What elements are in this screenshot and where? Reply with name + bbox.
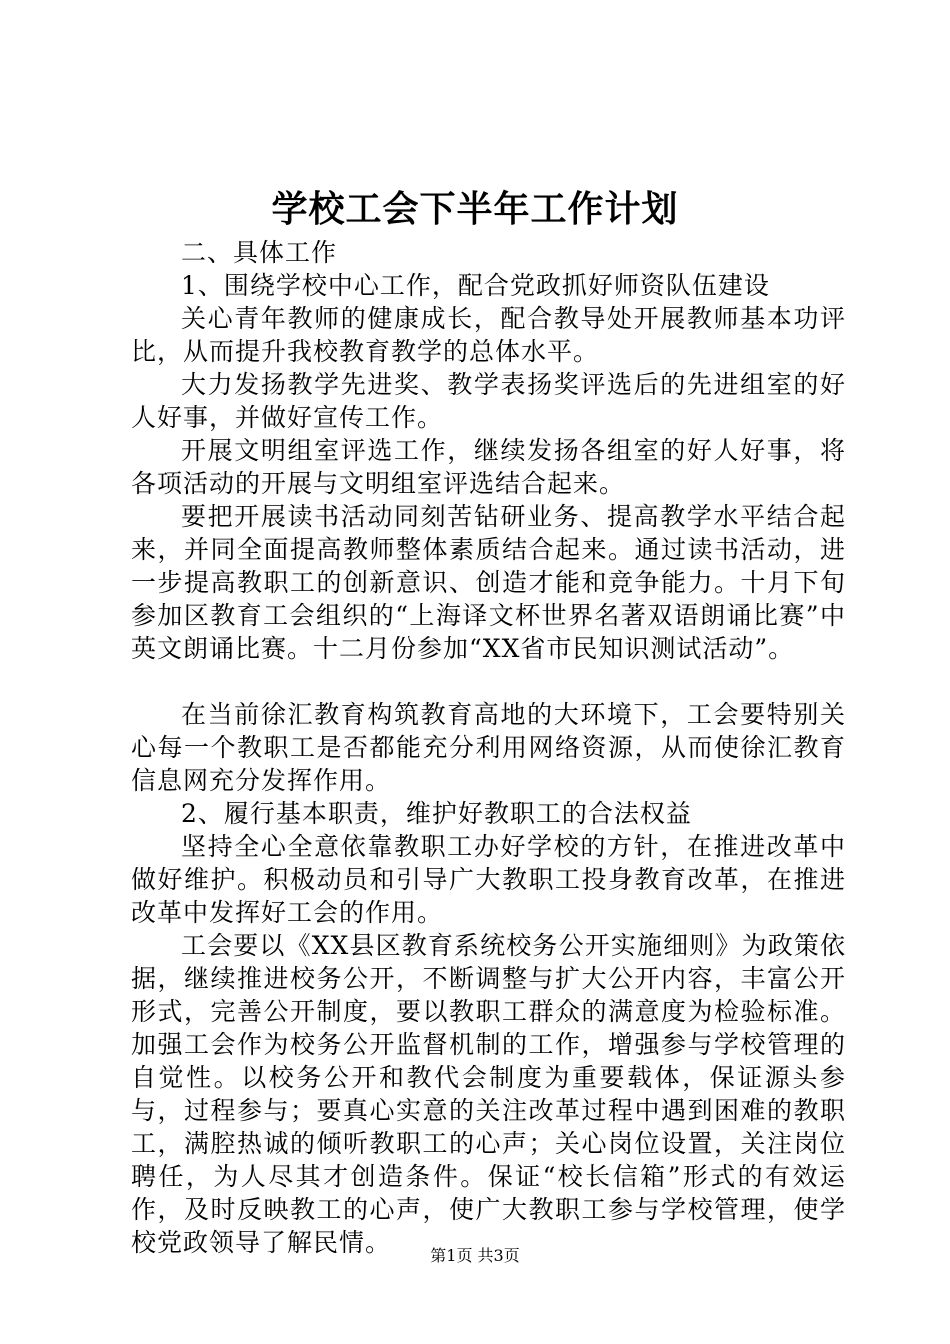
document-title: 学校工会下半年工作计划 <box>271 188 679 230</box>
body-paragraph: 大力发扬教学先进奖、教学表扬奖评选后的先进组室的好人好事，并做好宣传工作。 <box>131 370 846 432</box>
body-paragraph: 开展文明组室评选工作，继续发扬各组室的好人好事，将各项活动的开展与文明组室评选结合起来。 <box>131 436 846 498</box>
section-heading: 二、具体工作 <box>181 238 338 267</box>
subsection-heading: 1、围绕学校中心工作，配合党政抓好师资队伍建设 <box>181 271 770 300</box>
body-paragraph: 坚持全心全意依靠教职工办好学校的方针，在推进改革中做好维护。积极动员和引导广大教职工投身教育改革，在推进改革中发挥好工会的作用。 <box>131 832 846 927</box>
body-paragraph: 工会要以《XX县区教育系统校务公开实施细则》为政策依据，继续推进校务公开，不断调整与扩大公开内容，丰富公开形式，完善公开制度，要以教职工群众的满意度为检验标准。加强工会作为校务公开监督机制的工作，增强参与学校管理的自觉性。以校务公开和教代会制度为重要载体，保证源头参与，过程参与；要真心实意的关注改革过程中遇到困难的教职工，满腔热诚的倾听教职工的心声；关心岗位设置，关注岗位聘任，为人尽其才创造条件。保证“校长信箱”形式的有效运作，及时反映教工的心声，使广大教职工参与学校管理，使学校党政领导了解民情。 <box>131 931 846 1257</box>
paragraph-spacer <box>131 665 846 698</box>
subsection-heading: 2、履行基本职责，维护好教职工的合法权益 <box>181 799 692 828</box>
page-footer: 第1页 共3页 <box>430 1246 520 1265</box>
body-paragraph: 在当前徐汇教育构筑教育高地的大环境下，工会要特别关心每一个教职工是否都能充分利用网络资源，从而使徐汇教育信息网充分发挥作用。 <box>131 700 846 795</box>
body-paragraph: 要把开展读书活动同刻苦钻研业务、提高教学水平结合起来，并同全面提高教师整体素质结合起来。通过读书活动，进一步提高教职工的创新意识、创造才能和竞争能力。十月下旬参加区教育工会组织的“上海译文杯世界名著双语朗诵比赛”中英文朗诵比赛。十二月份参加“XX省市民知识测试活动”。 <box>131 502 846 663</box>
body-paragraph: 关心青年教师的健康成长，配合教导处开展教师基本功评比，从而提升我校教育教学的总体水平。 <box>131 304 846 366</box>
document-body <box>131 236 846 1259</box>
